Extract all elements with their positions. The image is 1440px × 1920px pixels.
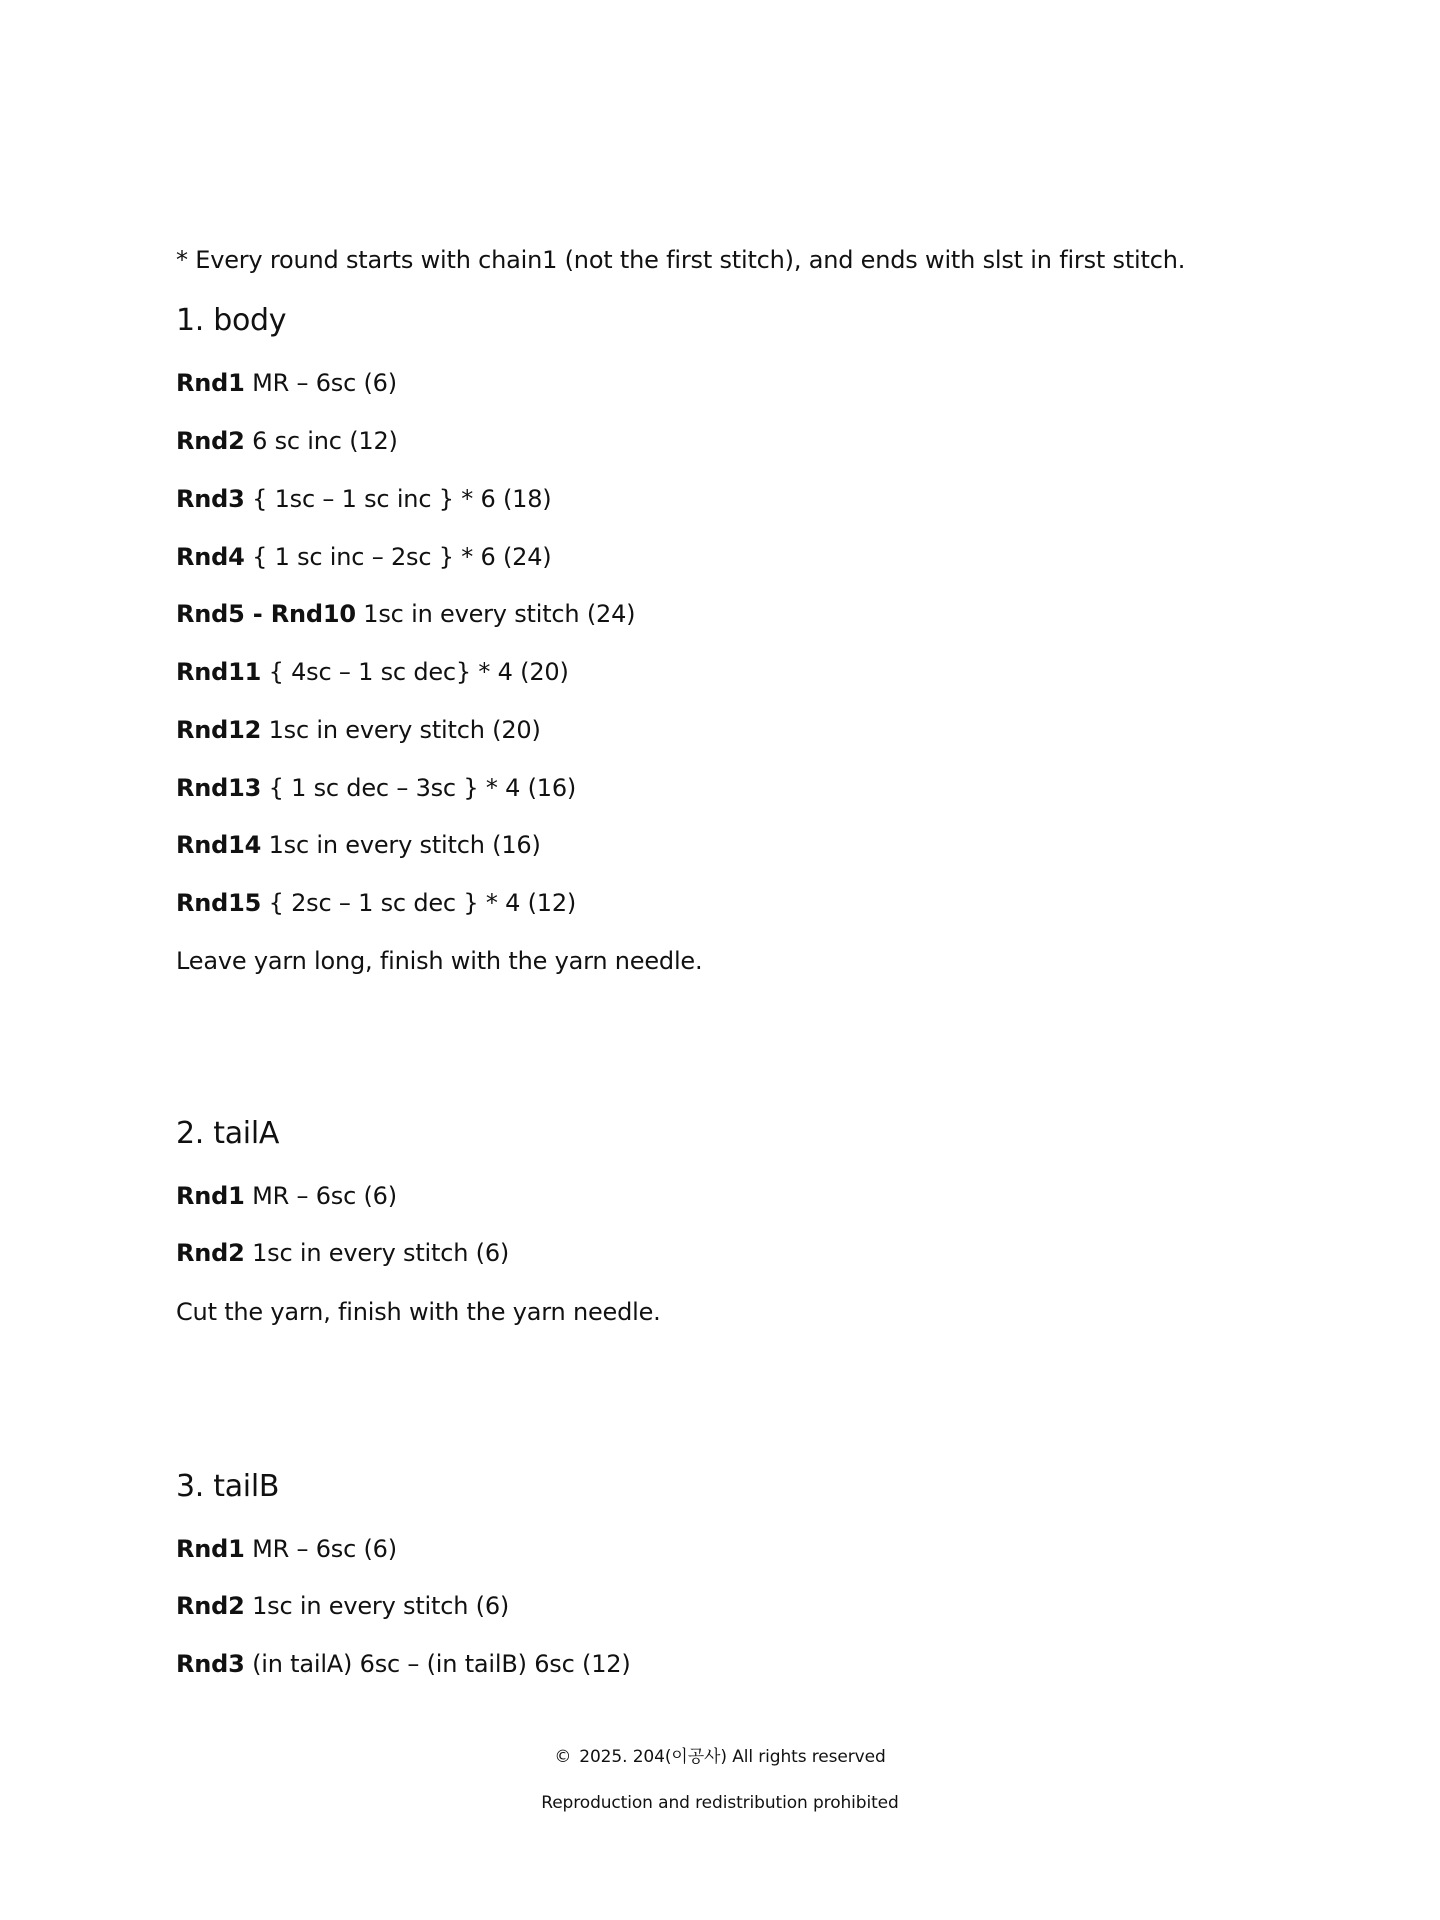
copyright-line — [0, 1745, 1440, 1769]
round-label: Rnd15 — [176, 889, 262, 917]
section-heading-body: 1. body — [176, 303, 287, 338]
round-row — [176, 598, 635, 630]
round-row — [176, 714, 541, 746]
round-label: Rnd3 — [176, 485, 245, 513]
round-instruction: (in tailA) 6sc – (in tailB) 6sc (12) — [244, 1650, 631, 1678]
round-instruction: { 2sc – 1 sc dec } * 4 (12) — [261, 889, 577, 917]
round-label: Rnd3 — [176, 1650, 245, 1678]
round-label: Rnd1 — [176, 1535, 245, 1563]
round-instruction: 1sc in every stitch (24) — [355, 600, 636, 628]
round-row — [176, 1648, 631, 1680]
round-label: Rnd2 — [176, 1239, 245, 1267]
round-instruction: { 1sc – 1 sc inc } * 6 (18) — [244, 485, 552, 513]
round-label: Rnd1 — [176, 1182, 245, 1210]
round-row — [176, 829, 541, 861]
round-instruction: 1sc in every stitch (6) — [244, 1592, 510, 1620]
round-note: * Every round starts with chain1 (not the first stitch), and ends with slst in first stitch. — [176, 246, 1186, 274]
redistribution-notice: Reproduction and redistribution prohibited — [541, 1793, 899, 1813]
round-label: Rnd2 — [176, 427, 245, 455]
round-instruction: 6 sc inc (12) — [244, 427, 398, 455]
round-row — [176, 1237, 509, 1269]
round-row — [176, 1590, 509, 1622]
round-label: Rnd14 — [176, 831, 262, 859]
round-label: Rnd1 — [176, 369, 245, 397]
section-heading-tailb: 3. tailB — [176, 1469, 280, 1504]
round-instruction: 1sc in every stitch (6) — [244, 1239, 510, 1267]
round-label: Rnd12 — [176, 716, 262, 744]
round-row — [176, 656, 569, 688]
round-label: Rnd11 — [176, 658, 262, 686]
round-row — [176, 1180, 397, 1212]
section-closing-note: Leave yarn long, finish with the yarn needle. — [176, 947, 703, 975]
round-label: Rnd13 — [176, 774, 262, 802]
round-instruction: MR – 6sc (6) — [244, 1182, 397, 1210]
section-heading-taila: 2. tailA — [176, 1116, 280, 1151]
round-instruction: { 4sc – 1 sc dec} * 4 (20) — [261, 658, 569, 686]
round-label: Rnd4 — [176, 543, 245, 571]
round-row — [176, 367, 397, 399]
round-instruction: MR – 6sc (6) — [244, 369, 397, 397]
round-row — [176, 887, 576, 919]
round-instruction: MR – 6sc (6) — [244, 1535, 397, 1563]
copyright-text: 2025. 204(이공사) All rights reserved — [579, 1747, 886, 1767]
round-row — [176, 772, 576, 804]
round-row — [176, 425, 398, 457]
round-instruction: { 1 sc inc – 2sc } * 6 (24) — [244, 543, 552, 571]
round-row — [176, 541, 551, 573]
round-instruction: { 1 sc dec – 3sc } * 4 (16) — [261, 774, 577, 802]
round-row — [176, 483, 551, 515]
round-label: Rnd5 - Rnd10 — [176, 600, 356, 628]
round-row — [176, 1533, 397, 1565]
round-instruction: 1sc in every stitch (20) — [261, 716, 541, 744]
round-label: Rnd2 — [176, 1592, 245, 1620]
section-closing-note: Cut the yarn, finish with the yarn needle. — [176, 1298, 661, 1326]
round-instruction: 1sc in every stitch (16) — [261, 831, 541, 859]
copyright-icon: © — [554, 1747, 572, 1767]
